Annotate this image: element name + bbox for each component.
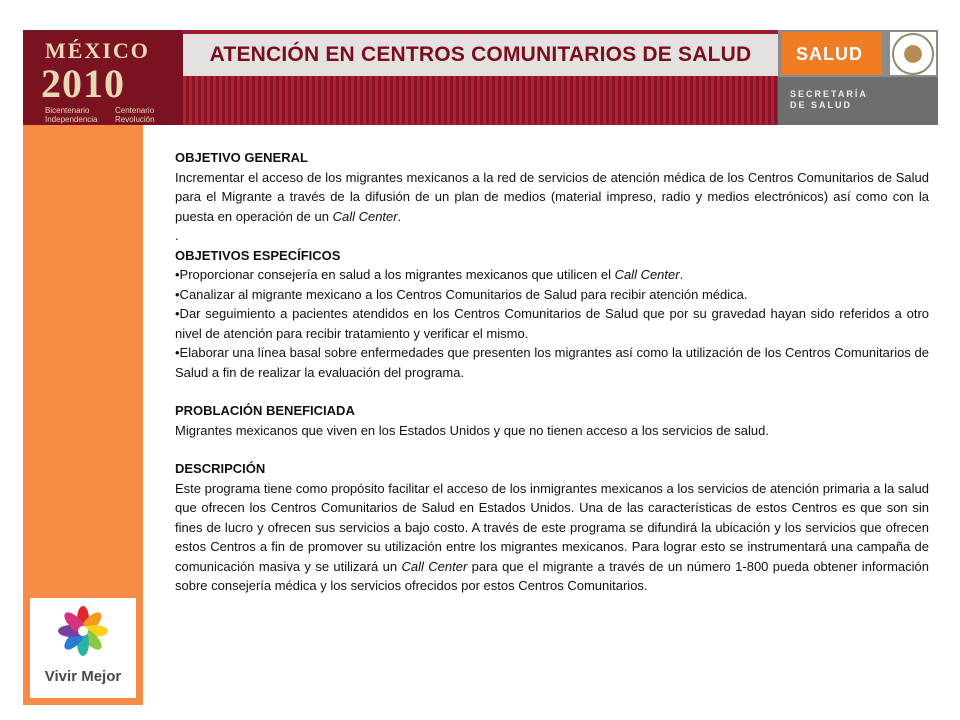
heading-descripcion: DESCRIPCIÓN bbox=[175, 461, 266, 476]
flower-icon bbox=[58, 606, 108, 656]
paragraph-objetivo-general: Incrementar el acceso de los migrantes mexicanos a la red de servicios de atención médica de los Centros Comunitarios de Salud para el Migrante a través de la difusión de un plan de medios (material impreso, radio y medios electrónicos) así como con la puesta en operación de un Call Center. bbox=[175, 169, 929, 224]
mexico-seal-icon bbox=[890, 32, 936, 75]
list-item: •Proporcionar consejería en salud a los migrantes mexicanos que utilicen el Call Center. bbox=[175, 267, 684, 282]
secretaria-salud-logo bbox=[778, 30, 938, 125]
logo-centenario: Centenario Revolución bbox=[115, 106, 155, 124]
logo-bicentenario: Bicentenario Independencia bbox=[45, 106, 98, 124]
header-banner bbox=[23, 30, 938, 125]
ornament-pattern bbox=[183, 76, 778, 125]
document-body bbox=[175, 148, 929, 596]
salud-label: SALUD bbox=[796, 44, 863, 64]
dot-line: . bbox=[175, 228, 179, 243]
secretaria-label: SECRETARÍA DE SALUD bbox=[790, 89, 868, 110]
vivir-mejor-label: Vivir Mejor bbox=[44, 668, 122, 685]
heading-objetivo-general: OBJETIVO GENERAL bbox=[175, 150, 308, 165]
logo-year-text: 2010 bbox=[41, 61, 125, 106]
list-item: •Dar seguimiento a pacientes atendidos en los Centros Comunitarios de Salud que por su gravedad hayan sido referidos a otro nivel de atención para recibir tratamiento y verificar el mismo. bbox=[175, 306, 929, 341]
title-box bbox=[183, 34, 778, 76]
list-item: •Elaborar una línea basal sobre enfermedades que presenten los migrantes así como la utilización de los Centros Comunitarios de Salud a fin de realizar la evaluación del programa. bbox=[175, 345, 929, 380]
heading-poblacion: PROBLACIÓN BENEFICIADA bbox=[175, 403, 355, 418]
vivir-mejor-logo bbox=[30, 598, 136, 698]
mexico-2010-logo bbox=[23, 30, 183, 125]
page-title: ATENCIÓN EN CENTROS COMUNITARIOS DE SALUD bbox=[209, 43, 752, 66]
heading-objetivos-especificos: OBJETIVOS ESPECÍFICOS bbox=[175, 247, 341, 263]
list-item: •Canalizar al migrante mexicano a los Centros Comunitarios de Salud para recibir atención médica. bbox=[175, 286, 748, 302]
paragraph-descripcion: Este programa tiene como propósito facilitar el acceso de los inmigrantes mexicanos a los servicios de atención primaria a la salud que ofrecen los Centros Comunitarios de Salud en Estados Unidos. Una de las características de estos Centros es que son sin fines de lucro y ofrecen sus servicios a bajo costo. A través de este programa se difundirá la ubicación y los servicios que ofrecen estos Centros a fin de promover su utilización entre los migrantes mexicanos. Para lograr esto se instrumentará una campaña de comunicación masiva y se utilizará un Call Center para que el migrante a través de un número 1-800 pueda obtener información sobre consejería médica y los servicios ofrecidos por estos Centros Comunitarios. bbox=[175, 480, 929, 593]
logo-mexico-text: MÉXICO bbox=[45, 38, 150, 63]
paragraph-poblacion: Migrantes mexicanos que viven en los Estados Unidos y que no tienen acceso a los servicios de salud. bbox=[175, 422, 769, 438]
